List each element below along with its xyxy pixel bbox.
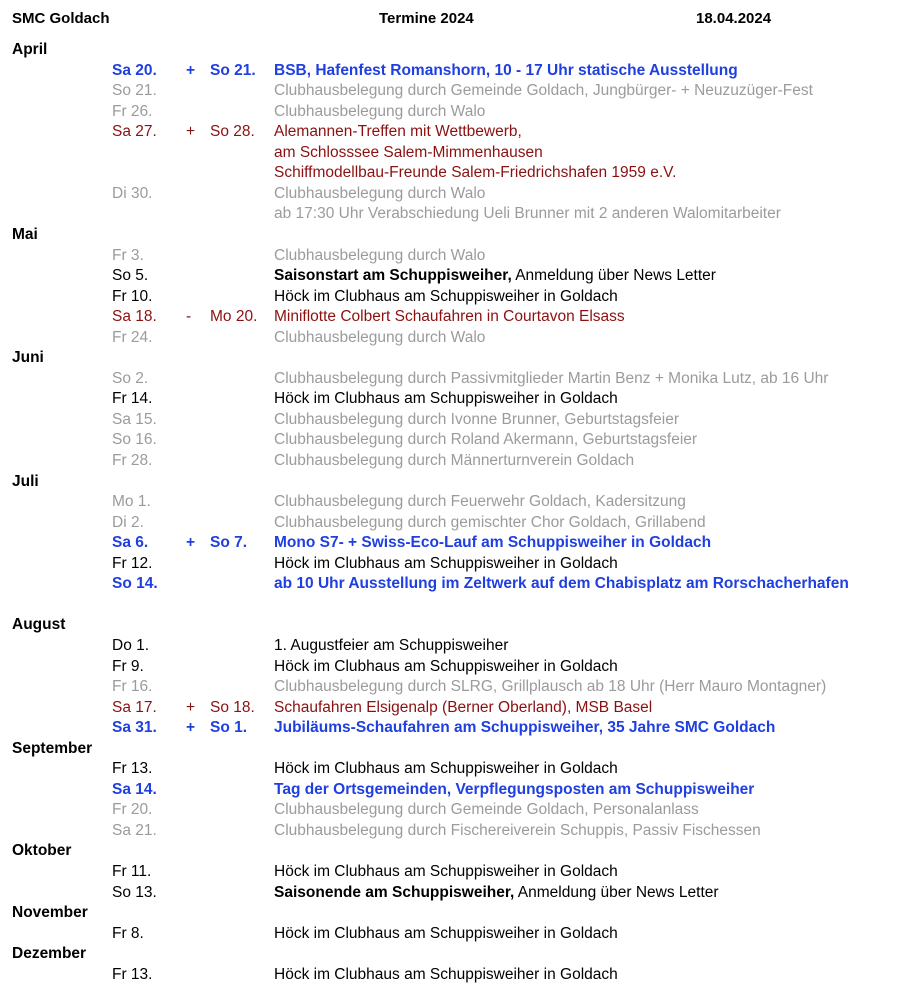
event-description: Höck im Clubhaus am Schuppisweiher in Goldach [274, 965, 618, 983]
month-label: Juli [12, 472, 39, 490]
event-description: am Schlosssee Salem-Mimmenhausen [274, 143, 543, 161]
event-description: Alemannen-Treffen mit Wettbewerb, [274, 123, 522, 141]
event-row [0, 328, 910, 349]
event-description: Tag der Ortsgemeinden, Verpflegungsposten am Schuppisweiher [274, 780, 755, 798]
event-end-date: So 18. [210, 698, 255, 716]
event-description [274, 883, 719, 904]
event-start-date: So 16. [112, 431, 157, 449]
month-heading [0, 841, 910, 862]
event-row [0, 513, 910, 534]
event-description-emphasis: Saisonende am Schuppisweiher, [274, 883, 515, 901]
event-description: Clubhausbelegung durch Gemeinde Goldach, Personalanlass [274, 801, 699, 819]
event-description: Clubhausbelegung durch Männerturnverein Goldach [274, 452, 635, 469]
event-row [0, 451, 910, 472]
event-start-date: Fr 20. [112, 801, 153, 819]
event-description: Clubhausbelegung durch Feuerwehr Goldach, Kadersitzung [274, 493, 686, 511]
event-description: Clubhausbelegung durch gemischter Chor Goldach, Grillabend [274, 513, 706, 531]
event-row [0, 821, 910, 842]
date-range-separator: + [186, 534, 196, 552]
month-label: Dezember [12, 945, 87, 963]
month-heading [0, 615, 910, 636]
event-start-date: Fr 13. [112, 965, 153, 983]
event-description [274, 266, 716, 287]
club-name: SMC Goldach [12, 10, 110, 27]
event-description: Höck im Clubhaus am Schuppisweiher in Goldach [274, 287, 618, 305]
event-row [0, 287, 910, 308]
month-label: November [12, 904, 88, 922]
event-description-emphasis: Saisonstart am Schuppisweiher, [274, 267, 512, 285]
event-start-date: Fr 11. [112, 863, 152, 880]
event-row [0, 780, 910, 801]
event-start-date: Fr 14. [112, 390, 153, 408]
event-start-date: Fr 16. [112, 678, 153, 696]
event-start-date: Di 30. [112, 184, 153, 202]
event-start-date: Sa 15. [112, 410, 157, 428]
event-description-text: Anmeldung über News Letter [511, 267, 716, 285]
event-start-date: Fr 3. [112, 246, 144, 264]
event-row [0, 657, 910, 678]
event-row [0, 102, 910, 123]
event-row [0, 184, 910, 205]
event-start-date: Fr 8. [112, 924, 144, 942]
event-description: Clubhausbelegung durch Walo [274, 328, 486, 346]
month-heading [0, 472, 910, 493]
blank-row [0, 595, 910, 616]
month-label: Oktober [12, 842, 72, 860]
event-start-date: Fr 28. [112, 452, 153, 469]
event-start-date: Do 1. [112, 636, 150, 654]
event-start-date: So 13. [112, 883, 157, 901]
event-row [0, 204, 910, 225]
event-row [0, 800, 910, 821]
event-end-date: So 7. [210, 534, 248, 552]
event-row [0, 410, 910, 431]
event-start-date: So 5. [112, 267, 149, 285]
event-row [0, 143, 910, 164]
event-description: Höck im Clubhaus am Schuppisweiher in Goldach [274, 657, 618, 675]
event-row [0, 369, 910, 390]
event-description: Höck im Clubhaus am Schuppisweiher in Goldach [274, 863, 618, 880]
event-description-text: Anmeldung über News Letter [514, 883, 719, 901]
event-row [0, 492, 910, 513]
event-description: Jubiläums-Schaufahren am Schuppisweiher, 35 Jahre SMC Goldach [274, 719, 776, 737]
event-start-date: Fr 26. [112, 102, 153, 120]
event-description: Schiffmodellbau-Freunde Salem-Friedrichshafen 1959 e.V. [274, 164, 677, 182]
event-row [0, 636, 910, 657]
date-range-separator: + [186, 123, 196, 141]
event-start-date: Sa 6. [112, 534, 149, 552]
event-start-date: Fr 9. [112, 657, 144, 675]
document-header [0, 10, 910, 30]
event-row [0, 759, 910, 780]
event-description: Miniflotte Colbert Schaufahren in Courtavon Elsass [274, 308, 625, 326]
event-start-date: Sa 17. [112, 698, 157, 716]
event-start-date: Di 2. [112, 513, 144, 531]
event-description: 1. Augustfeier am Schuppisweiher [274, 636, 509, 654]
month-heading [0, 348, 910, 369]
event-description: Clubhausbelegung durch Passivmitglieder Martin Benz + Monika Lutz, ab 16 Uhr [274, 369, 829, 387]
month-label: September [12, 739, 93, 757]
event-description: ab 17:30 Uhr Verabschiedung Ueli Brunner mit 2 anderen Walomitarbeiter [274, 205, 781, 223]
event-row [0, 61, 910, 82]
month-heading [0, 739, 910, 760]
event-row [0, 533, 910, 554]
document-date: 18.04.2024 [696, 10, 772, 27]
event-description: Höck im Clubhaus am Schuppisweiher in Goldach [274, 760, 618, 778]
event-row [0, 718, 910, 739]
event-row [0, 246, 910, 267]
event-row [0, 965, 910, 986]
event-row [0, 81, 910, 102]
event-start-date: Fr 13. [112, 760, 153, 778]
month-heading [0, 225, 910, 246]
event-row [0, 163, 910, 184]
event-start-date: Fr 24. [112, 328, 153, 346]
event-description: Clubhausbelegung durch Walo [274, 184, 486, 202]
event-description: Clubhausbelegung durch Ivonne Brunner, Geburtstagsfeier [274, 410, 679, 428]
event-description: Clubhausbelegung durch Fischereiverein Schuppis, Passiv Fischessen [274, 821, 761, 839]
event-description: BSB, Hafenfest Romanshorn, 10 - 17 Uhr statische Ausstellung [274, 61, 738, 79]
event-row [0, 698, 910, 719]
date-range-separator: + [186, 698, 196, 716]
event-description: Höck im Clubhaus am Schuppisweiher in Goldach [274, 390, 618, 408]
month-label: Mai [12, 225, 38, 243]
event-start-date: Mo 1. [112, 493, 151, 511]
event-start-date: Sa 27. [112, 123, 157, 141]
month-label: Juni [12, 349, 44, 367]
month-heading [0, 944, 910, 965]
event-start-date: So 2. [112, 369, 149, 387]
event-row [0, 924, 910, 945]
event-start-date: Fr 12. [112, 554, 153, 572]
event-row [0, 266, 910, 287]
event-description: Clubhausbelegung durch Roland Akermann, Geburtstagsfeier [274, 431, 698, 449]
event-row [0, 862, 910, 883]
document-title: Termine 2024 [379, 10, 474, 27]
event-end-date: Mo 20. [210, 308, 258, 326]
month-heading [0, 903, 910, 924]
event-description: Clubhausbelegung durch Walo [274, 102, 486, 120]
month-label: August [12, 616, 66, 634]
event-row [0, 883, 910, 904]
event-start-date: Sa 21. [112, 821, 157, 839]
event-description: ab 10 Uhr Ausstellung im Zeltwerk auf dem Chabisplatz am Rorschacherhafen [274, 575, 849, 593]
event-description: Höck im Clubhaus am Schuppisweiher in Goldach [274, 554, 618, 572]
date-range-separator: - [186, 308, 192, 326]
event-end-date: So 21. [210, 61, 256, 79]
event-start-date: So 21. [112, 82, 157, 100]
event-description: Mono S7- + Swiss-Eco-Lauf am Schuppisweiher in Goldach [274, 534, 712, 552]
event-description: Clubhausbelegung durch Gemeinde Goldach, Jungbürger- + Neuzuzüger-Fest [274, 82, 813, 100]
month-label: April [12, 41, 48, 58]
event-end-date: So 1. [210, 719, 248, 737]
event-row [0, 122, 910, 143]
event-description: Clubhausbelegung durch SLRG, Grillplausch ab 18 Uhr (Herr Mauro Montagner) [274, 678, 827, 696]
event-start-date: Sa 20. [112, 61, 157, 79]
event-start-date: So 14. [112, 575, 158, 593]
event-row [0, 574, 910, 595]
event-description: Höck im Clubhaus am Schuppisweiher in Goldach [274, 924, 618, 942]
event-row [0, 430, 910, 451]
event-description: Schaufahren Elsigenalp (Berner Oberland), MSB Basel [274, 698, 653, 716]
month-heading [0, 40, 910, 61]
event-end-date: So 28. [210, 123, 255, 141]
event-description: Clubhausbelegung durch Walo [274, 246, 486, 264]
event-start-date: Sa 18. [112, 308, 157, 326]
event-start-date: Sa 31. [112, 719, 157, 737]
event-row [0, 554, 910, 575]
event-row [0, 677, 910, 698]
event-row [0, 307, 910, 328]
event-row [0, 389, 910, 410]
event-start-date: Sa 14. [112, 780, 157, 798]
event-start-date: Fr 10. [112, 287, 153, 305]
date-range-separator: + [186, 61, 196, 79]
date-range-separator: + [186, 719, 196, 737]
